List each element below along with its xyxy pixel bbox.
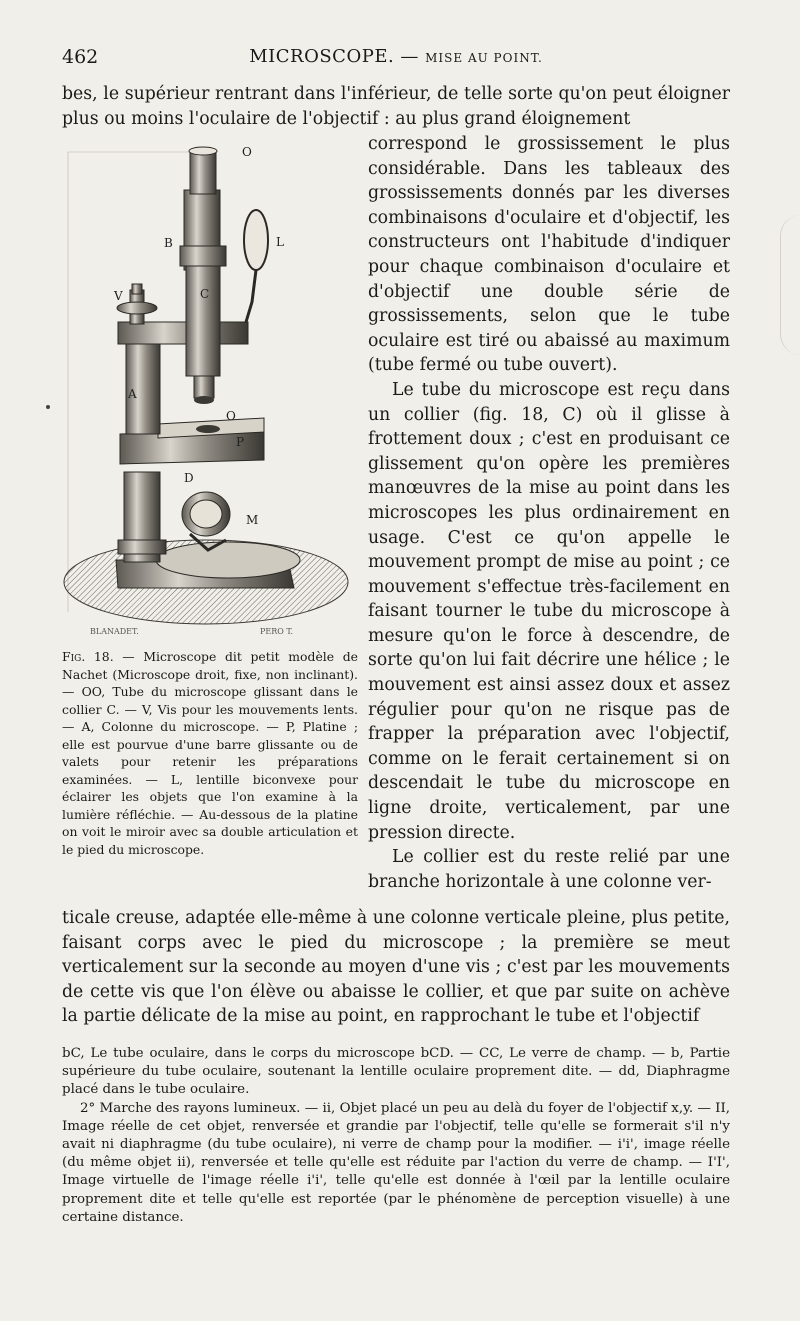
label-C: C [200, 287, 210, 301]
label-O-top: O [242, 145, 252, 159]
label-V: V [114, 289, 123, 303]
page-header [62, 46, 730, 72]
full-width-text: ticale creuse, adaptée elle-même à une colonne verticale pleine, plus petite, faisant corps avec le pied du microscope ; la première se meut verticalement sur la seconde au moyen d'une vis ; c'est par les mouvements de cette vis que l'on élève ou abaisse le collier, et que par suite on achève la partie délicate de la mise au point, en rapprochant le tube et l'objectif [62, 908, 730, 1027]
margin-dot [46, 405, 50, 409]
label-M: M [246, 513, 259, 527]
label-L: L [276, 235, 284, 249]
footnote-1: bC, Le tube oculaire, dans le corps du microscope bCD. — CC, Le verre de champ. — b, Partie supérieure du tube oculaire, soutenant la lentille oculaire proprement dite. — dd, Diaphragme placé dans le tube oculaire. [62, 1046, 730, 1098]
figure-caption [62, 648, 358, 858]
body-tube [186, 266, 220, 376]
running-title [62, 46, 730, 67]
label-D: D [184, 471, 194, 485]
right-paragraph-3: Le collier est du reste relié par une branche horizontale à une colonne ver- [368, 847, 730, 892]
intro-paragraph: bes, le supérieur rentrant dans l'inférieur, de telle sorte qu'on peut éloigner plus ou moins l'oculaire de l'objectif : au plus grand éloignement [62, 84, 730, 129]
right-paragraph-1: correspond le grossissement le plus considérable. Dans les tableaux des grossissements donnés par les diverses combinaisons d'oculaire et d'objectif, les constructeurs ont l'habitude d'indiquer pour chaque combinaison d'oculaire et d'objectif une double série de grossissements, selon que le tube oculaire est tiré ou abaissé au maximum (tube fermé ou tube ouvert). [368, 134, 730, 376]
column [126, 330, 160, 434]
arm [118, 322, 248, 344]
microscope-figure [58, 142, 360, 640]
page-edge-curl [780, 215, 800, 355]
right-paragraph-2: Le tube du microscope est reçu dans un collier (fig. 18, C) où il glisse à frottement doux ; c'est en produisant ce glissement qu'on opère les premières manœuvres de la mise au point dans les microscopes les plus ordinairement en usage. C'est ce qu'on appelle le mouvement prompt de mise au point ; ce mouvement s'effectue très-facilement en faisant tourner le tube du microscope à mesure qu'on le force à descendre, de sorte qu'on lui fait décrire une hélice ; le mouvement est ainsi assez doux et assez régulier pour qu'on ne risque pas de frapper la préparation avec l'objectif, comme on le ferait certainement si on descendait le tube du microscope en ligne droite, verticalement, par une pression directe. [368, 379, 730, 843]
collar [180, 246, 226, 266]
engraver-signature-left: BLANADET. [90, 627, 139, 636]
label-A: A [128, 387, 137, 401]
figure-caption-label: Fig. 18. [62, 649, 114, 664]
footnotes [62, 1045, 730, 1227]
running-title-main: MICROSCOPE. [249, 46, 395, 67]
microscope-engraving [58, 142, 360, 640]
page-number: 462 [62, 46, 99, 68]
label-O-bottom: O [226, 409, 236, 423]
running-title-sub: MISE AU POINT. [425, 51, 543, 65]
objective [194, 376, 214, 398]
right-column-text [368, 132, 730, 894]
engraver-signature-right: PERO T. [260, 627, 294, 636]
full-width-paragraph [62, 906, 730, 1029]
label-P: P [236, 435, 245, 449]
footnote-2: 2° Marche des rayons lumineux. — ii, Objet placé un peu au delà du foyer de l'objectif x,y. — II, Image réelle de cet objet, renversée et grandie par l'objectif, telle qu'elle se formerait s'il n'y avait ni diaphragme (du tube oculaire), ni verre de champ pour la modifier. — i'i', image réelle (du même objet ii), renversée et telle qu'elle est réduite par l'action du verre de champ. — I'I', Image virtuelle de l'image réelle i'i', telle qu'elle est donnée à l'œil par la lentille oculaire proprement dite et telle qu'elle est reportée (par le phénomène de perception visuelle) à une certaine distance. [62, 1100, 730, 1225]
label-B: B [164, 236, 173, 250]
condensing-lens [244, 210, 268, 270]
running-title-dash: — [394, 46, 426, 67]
figure-caption-text: — Microscope dit petit modèle de Nachet (Microscope droit, fixe, non inclinant). — OO, Tube du microscope glissant dans le collier C. — V, Vis pour les mouvements lents. — A, Colonne du microscope. — P, Platine ; elle est pourvue d'une barre glissante ou de valets pour retenir les préparations examinées. — L, lentille biconvexe pour éclairer les objets que l'on examine à la lumière réfléchie. — Au-dessous de la platine on voit le miroir avec sa double articulation et le pied du microscope. [62, 649, 358, 857]
